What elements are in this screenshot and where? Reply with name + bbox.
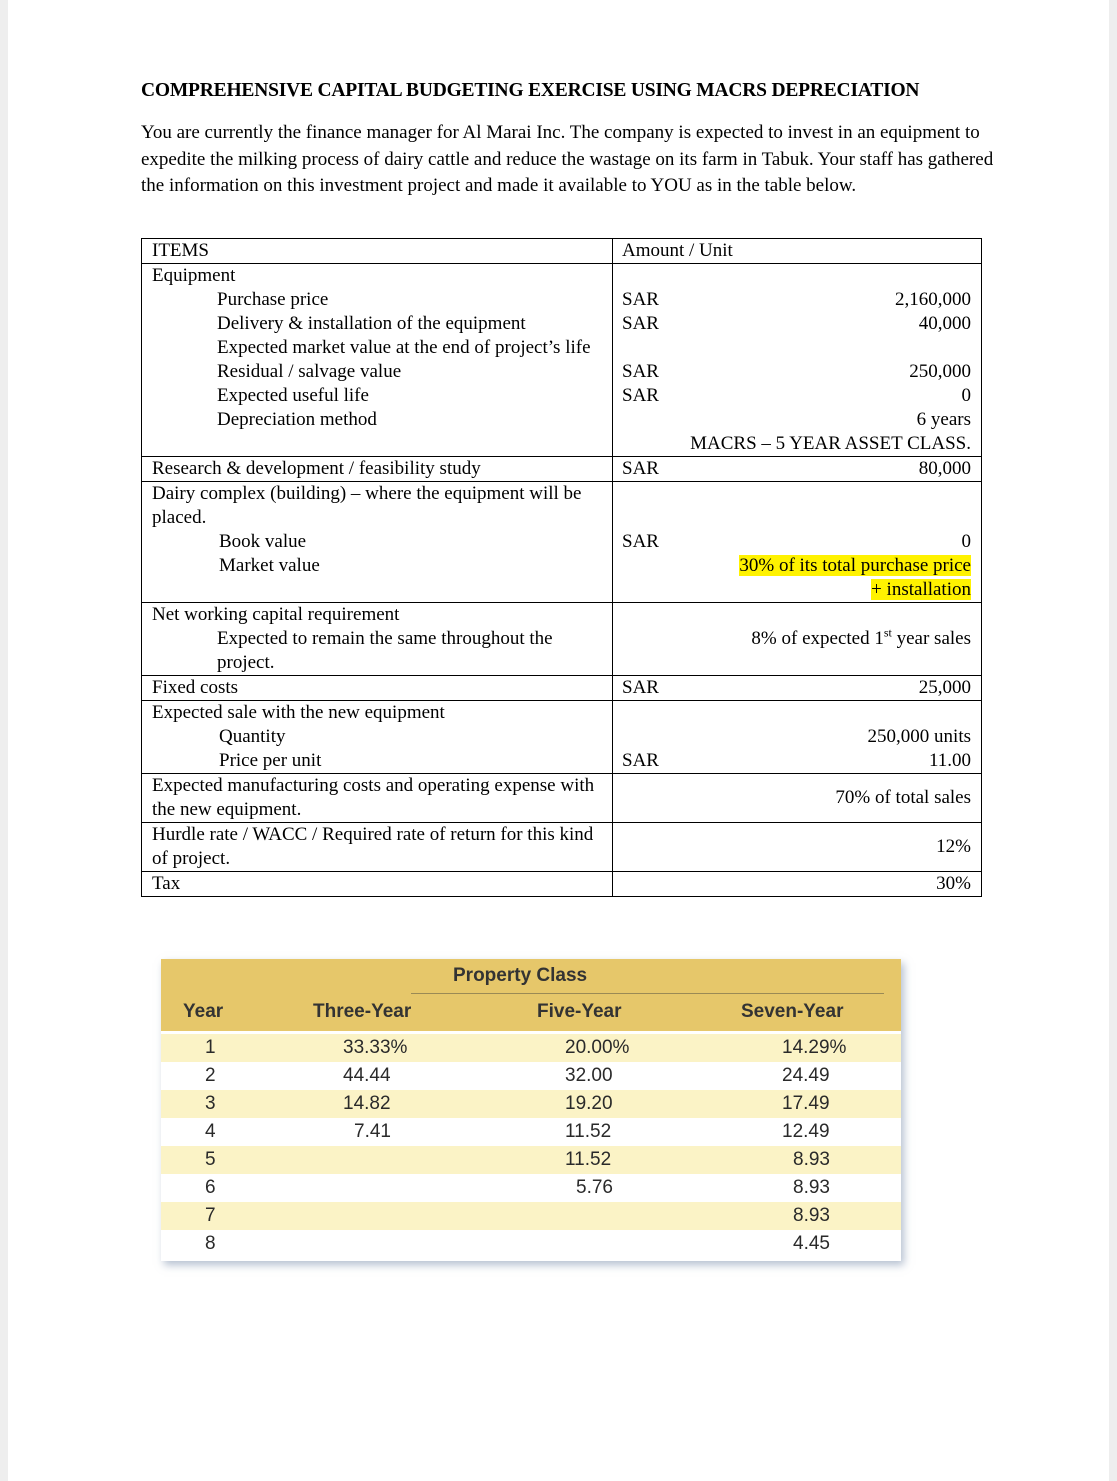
table-header-row bbox=[142, 239, 982, 264]
fixed-costs-unit: SAR bbox=[622, 677, 659, 698]
delivery-unit: SAR bbox=[622, 313, 659, 334]
nwc-value: 8% of expected 1st year sales bbox=[751, 625, 971, 649]
market-unit: SAR bbox=[622, 361, 659, 382]
sales-row bbox=[142, 701, 982, 774]
book-value: 0 bbox=[961, 531, 971, 552]
items-header: ITEMS bbox=[142, 239, 613, 264]
delivery-label: Delivery & installation of the equipment bbox=[217, 313, 526, 334]
depreciation-value: MACRS – 5 YEAR ASSET CLASS. bbox=[690, 433, 971, 454]
sales-label: Expected sale with the new equipment bbox=[152, 702, 445, 723]
salvage-unit: SAR bbox=[622, 385, 659, 406]
nwc-row bbox=[142, 603, 982, 676]
nwc-label: Net working capital requirement bbox=[152, 604, 400, 625]
hurdle-value: 12% bbox=[936, 836, 971, 857]
macrs-row: 3 14.82 19.20 17.49 bbox=[161, 1090, 901, 1118]
dairy-label: Dairy complex (building) – where the equipment will be placed. bbox=[152, 483, 582, 528]
mfg-row bbox=[142, 774, 982, 823]
fixed-costs-value: 25,000 bbox=[918, 677, 971, 698]
document-page bbox=[8, 0, 1109, 1481]
price-label: Price per unit bbox=[219, 750, 322, 771]
macrs-row: 2 44.44 32.00 24.49 bbox=[205, 1065, 830, 1086]
three-year-column-header: Three-Year bbox=[313, 1001, 412, 1022]
hurdle-label: Hurdle rate / WACC / Required rate of return for this kind of project. bbox=[142, 823, 613, 872]
salvage-label: Residual / salvage value bbox=[217, 361, 402, 382]
purchase-price-label: Purchase price bbox=[217, 289, 329, 310]
market-value-label: Expected market value at the end of project’s life bbox=[217, 337, 591, 358]
book-value-label: Book value bbox=[219, 531, 307, 552]
hurdle-row bbox=[142, 823, 982, 872]
rd-value: 80,000 bbox=[918, 458, 971, 479]
intro-paragraph: You are currently the finance manager for Al Marai Inc. The company is expected to invest in an equipment to expedite the milking process of dairy cattle and reduce the wastage on its farm in Tabuk. Your staff has gathered the information on this investment project and made it available to YOU as in the table below. bbox=[141, 122, 994, 196]
macrs-row: 8 4.45 bbox=[205, 1233, 830, 1254]
macrs-row: 4 7.41 11.52 12.49 bbox=[205, 1121, 830, 1142]
price-value: 11.00 bbox=[928, 750, 971, 771]
rd-unit: SAR bbox=[622, 458, 659, 479]
quantity-label: Quantity bbox=[219, 726, 286, 747]
header-divider bbox=[411, 993, 884, 994]
useful-life-value: 6 years bbox=[916, 409, 971, 430]
equipment-row bbox=[142, 264, 982, 457]
delivery-value: 40,000 bbox=[918, 313, 971, 334]
quantity-value: 250,000 units bbox=[867, 726, 971, 747]
tax-label: Tax bbox=[142, 872, 613, 897]
dairy-market-value-line1: 30% of its total purchase price bbox=[739, 555, 971, 576]
property-class-header: Property Class bbox=[453, 965, 588, 986]
market-value: 250,000 bbox=[909, 361, 971, 382]
dairy-market-value-line2: + installation bbox=[871, 579, 971, 600]
five-year-column-header: Five-Year bbox=[537, 1001, 622, 1022]
macrs-row: 5 11.52 8.93 bbox=[161, 1146, 901, 1174]
dairy-row bbox=[142, 482, 982, 603]
fixed-costs-label: Fixed costs bbox=[142, 676, 613, 701]
book-unit: SAR bbox=[622, 531, 659, 552]
seven-year-column-header: Seven-Year bbox=[741, 1001, 844, 1022]
equipment-label: Equipment bbox=[152, 265, 236, 286]
macrs-table-header bbox=[161, 959, 901, 1031]
depreciation-label: Depreciation method bbox=[217, 409, 377, 430]
rd-row bbox=[142, 457, 982, 482]
mfg-value: 70% of total sales bbox=[835, 787, 971, 808]
macrs-row: 6 5.76 8.93 bbox=[205, 1177, 830, 1198]
macrs-row: 7 8.93 bbox=[161, 1202, 901, 1230]
purchase-unit: SAR bbox=[622, 289, 659, 310]
fixed-costs-row bbox=[142, 676, 982, 701]
macrs-table bbox=[161, 959, 901, 1261]
year-column-header: Year bbox=[183, 1001, 224, 1022]
nwc-sub-label: Expected to remain the same throughout the project. bbox=[217, 628, 553, 673]
page-title: COMPREHENSIVE CAPITAL BUDGETING EXERCISE USING MACRS DEPRECIATION bbox=[141, 80, 920, 101]
mfg-label: Expected manufacturing costs and operating expense with the new equipment. bbox=[142, 774, 613, 823]
macrs-row: 1 33.33% 20.00% 14.29% bbox=[161, 1034, 901, 1062]
tax-row bbox=[142, 872, 982, 897]
price-unit: SAR bbox=[622, 750, 659, 771]
rd-label: Research & development / feasibility study bbox=[142, 457, 613, 482]
salvage-value: 0 bbox=[961, 385, 971, 406]
purchase-value: 2,160,000 bbox=[895, 289, 971, 310]
useful-life-label: Expected useful life bbox=[217, 385, 369, 406]
dairy-market-label: Market value bbox=[219, 555, 320, 576]
items-table bbox=[141, 238, 982, 897]
tax-value: 30% bbox=[936, 873, 971, 894]
amount-header: Amount / Unit bbox=[613, 239, 982, 264]
